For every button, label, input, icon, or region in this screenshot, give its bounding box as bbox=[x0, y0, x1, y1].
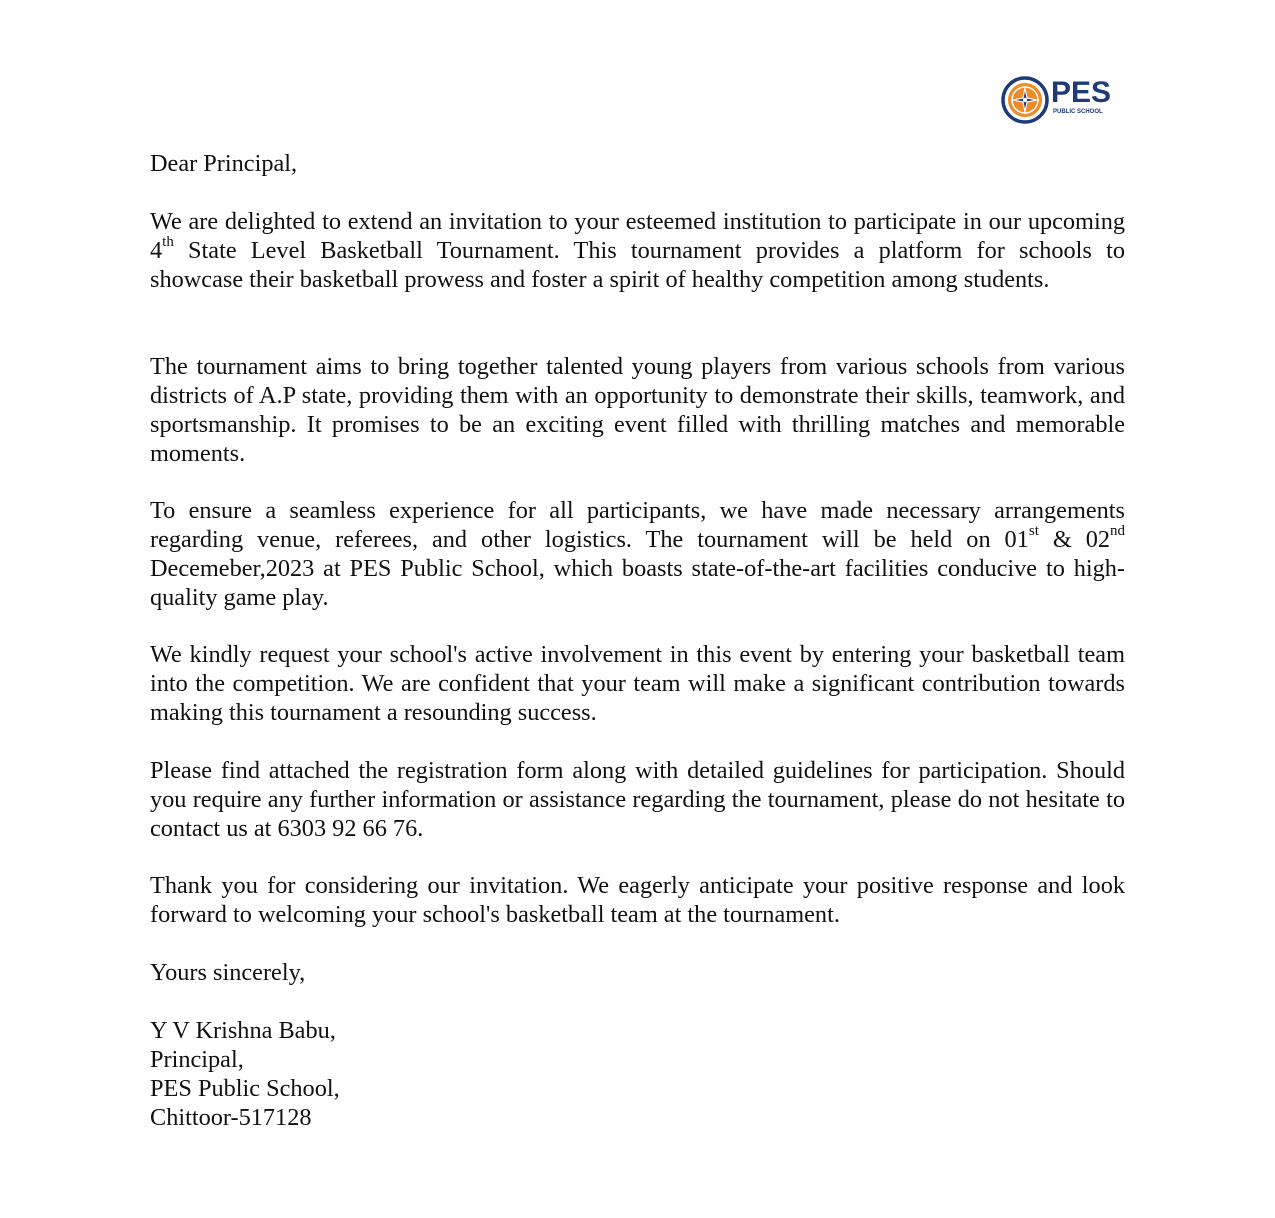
signatory-school: PES Public School, bbox=[150, 1074, 340, 1102]
paragraph-aims: The tournament aims to bring together talented young players from various schools from various districts of A.P state, providing them with an opportunity to demonstrate their skills, teamwork, and sportsmanship. It promises to be an exciting event filled with thrilling matches and memorable moments. bbox=[150, 353, 1125, 467]
paragraph-request: We kindly request your school's active involvement in this event by entering your basketball team into the competition. We are confident that your team will make a significant contribution towards making this tournament a resounding success. bbox=[150, 641, 1125, 726]
paragraph-arrangements-part-c: Decemeber,2023 at PES Public School, which boasts state-of-the-art facilities conducive to high-quality game play. bbox=[150, 554, 1125, 611]
signature-block bbox=[150, 1017, 340, 1133]
signatory-name: Y V Krishna Babu, bbox=[150, 1017, 336, 1044]
paragraph-arrangements bbox=[150, 497, 1125, 613]
signatory-title: Principal, bbox=[150, 1045, 244, 1073]
paragraph-registration: Please find attached the registration form along with detailed guidelines for participation. Should you require any further information or assistance regarding the tournament, please do not hesitate to contact us at 6303 92 66 76. bbox=[150, 757, 1125, 842]
salutation: Dear Principal, bbox=[150, 150, 298, 177]
paragraph-invitation-part-b: State Level Basketball Tournament. This tournament provides a platform for schools to showcase their basketball prowess and foster a spirit of healthy competition among students. bbox=[150, 236, 1125, 293]
superscript-st: st bbox=[1028, 522, 1039, 539]
compass-emblem-icon bbox=[1001, 76, 1049, 124]
logo-subtitle: PUBLIC SCHOOL bbox=[1053, 109, 1103, 115]
signatory-address: Chittoor-517128 bbox=[150, 1103, 312, 1131]
superscript-nd: nd bbox=[1110, 522, 1125, 539]
paragraph-arrangements-part-a: To ensure a seamless experience for all participants, we have made necessary arrangements regarding venue, referees, and other logistics. The tournament will be held on 01 bbox=[150, 497, 1125, 553]
superscript-th: th bbox=[162, 233, 174, 250]
paragraph-arrangements-part-b: & 02 bbox=[1038, 525, 1110, 553]
logo-wordmark: PES bbox=[1051, 76, 1112, 109]
paragraph-thanks: Thank you for considering our invitation. We eagerly anticipate your positive response and look forward to welcoming your school's basketball team at the tournament. bbox=[150, 872, 1125, 928]
school-logo bbox=[1001, 76, 1123, 126]
paragraph-invitation bbox=[150, 208, 1125, 295]
closing: Yours sincerely, bbox=[150, 959, 306, 986]
paragraph-invitation-part-a: We are delighted to extend an invitation to your esteemed institution to participate in our upcoming 4 bbox=[150, 208, 1125, 264]
